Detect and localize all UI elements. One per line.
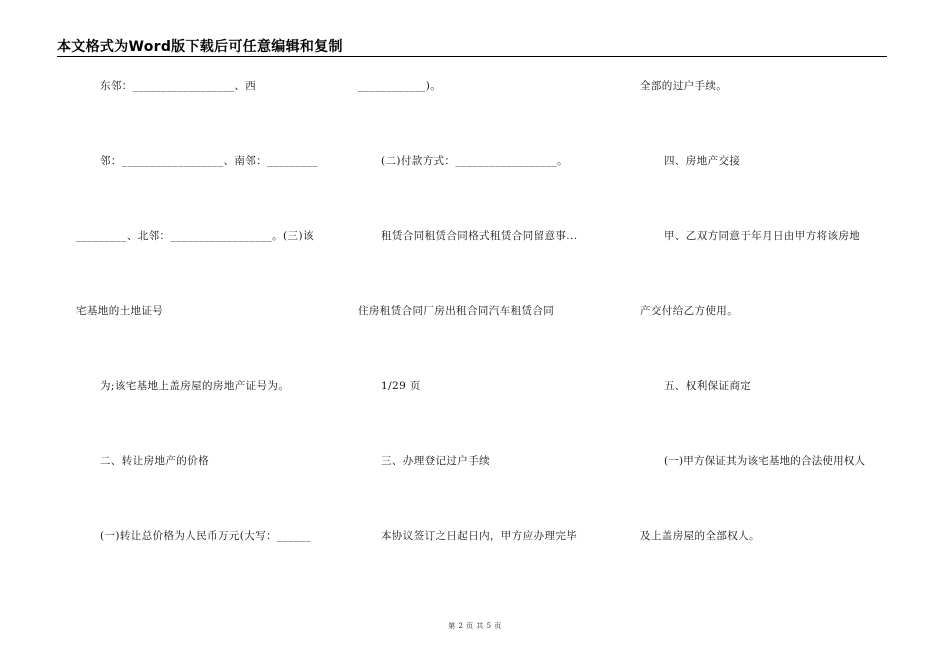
text-line: 全部的过户手续。 — [640, 80, 728, 92]
text-line: 宅基地的土地证号 — [76, 305, 164, 317]
text-line: 四、房地产交接 — [664, 155, 741, 167]
text-line: ____________)。 — [358, 80, 442, 92]
text-line: (一)转让总价格为人民币万元(大写：______ — [100, 530, 311, 542]
text-line: 租赁合同租赁合同格式租赁合同留意事... — [381, 230, 578, 242]
page-count-text: 1/29 页 — [381, 380, 421, 392]
text-line: 邻：__________________、南邻：_________ — [100, 155, 318, 167]
header-title: 本文格式为Word版下载后可任意编辑和复制 — [57, 39, 343, 55]
text-line: (二)付款方式：__________________。 — [381, 155, 568, 167]
text-line: 住房租赁合同厂房出租合同汽车租赁合同 — [358, 305, 555, 317]
text-line: 甲、乙双方同意于年月日由甲方将该房地 — [664, 230, 861, 242]
text-line: 三、办理登记过户手续 — [381, 455, 490, 467]
page-footer: 第 2 页 共 5 页 — [448, 622, 502, 630]
text-line: 二、转让房地产的价格 — [100, 455, 209, 467]
text-line: 东邻：__________________、西 — [100, 80, 257, 92]
header-rule — [57, 56, 887, 57]
text-line: 产交付给乙方使用。 — [640, 305, 739, 317]
text-line: (一)甲方保证其为该宅基地的合法使用权人 — [664, 455, 866, 467]
text-line: 五、权利保证商定 — [664, 380, 752, 392]
text-line: 本协议签订之日起日内，甲方应办理完毕 — [381, 530, 578, 542]
text-line: _________、北邻：__________________。(三)该 — [76, 230, 314, 242]
text-line: 为;该宅基地上盖房屋的房地产证号为。 — [100, 380, 290, 392]
text-line: 及上盖房屋的全部权人。 — [640, 530, 760, 542]
